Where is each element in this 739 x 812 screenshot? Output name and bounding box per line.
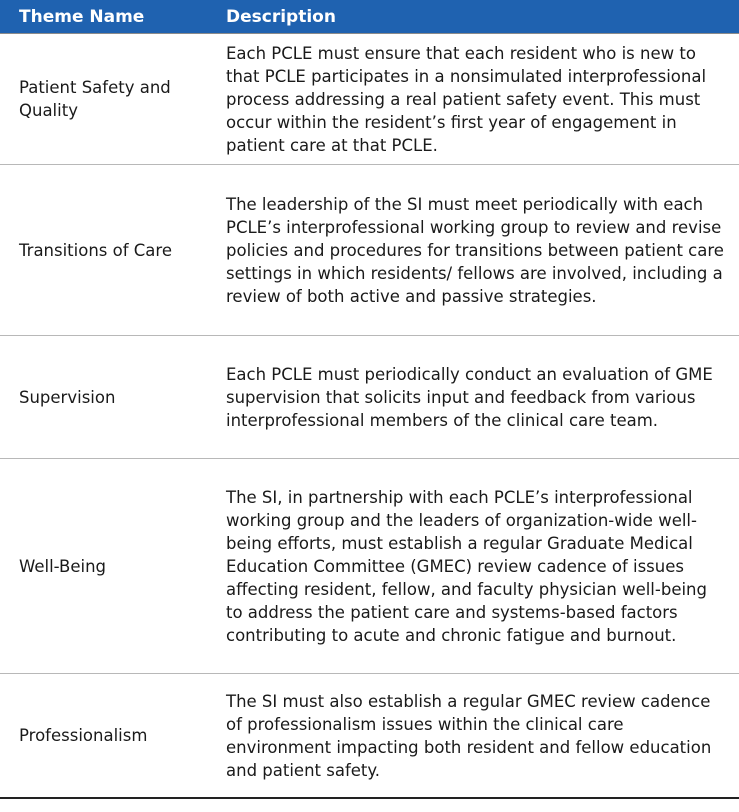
theme-name-cell: Transitions of Care [0,165,207,336]
theme-name-cell: Professionalism [0,674,207,799]
table-row [0,34,739,165]
table-row [0,674,739,799]
table-header [0,0,739,34]
description-cell: Each PCLE must ensure that each resident who is new to that PCLE participates in a nonsimulated interprofessional process addressing a real patient safety event. This must occur within the resident’s first year of engagement in patient care at that PCLE. [207,34,739,165]
theme-name-header: Theme Name [0,0,207,34]
theme-name-cell: Well-Being [0,459,207,674]
table-row [0,336,739,459]
table-row [0,459,739,674]
table-row [0,165,739,336]
description-cell: The SI must also establish a regular GMEC review cadence of professionalism issues within the clinical care environment impacting both resident and fellow education and patient safety. [207,674,739,799]
header-row [0,0,739,34]
description-cell: The leadership of the SI must meet periodically with each PCLE’s interprofessional working group to review and revise policies and procedures for transitions between patient care settings in which residents/ fellows are involved, including a review of both active and passive strategies. [207,165,739,336]
theme-name-cell: Supervision [0,336,207,459]
description-cell: The SI, in partnership with each PCLE’s interprofessional working group and the leaders of organization-wide well-being efforts, must establish a regular Graduate Medical Education Committee (GMEC) review cadence of issues affecting resident, fellow, and faculty physician well-being to address the patient care and systems-based factors contributing to acute and chronic fatigue and burnout. [207,459,739,674]
description-header: Description [207,0,739,34]
theme-name-cell: Patient Safety and Quality [0,34,207,165]
description-cell: Each PCLE must periodically conduct an evaluation of GME supervision that solicits input and feedback from various interprofessional members of the clinical care team. [207,336,739,459]
table-body [0,34,739,799]
